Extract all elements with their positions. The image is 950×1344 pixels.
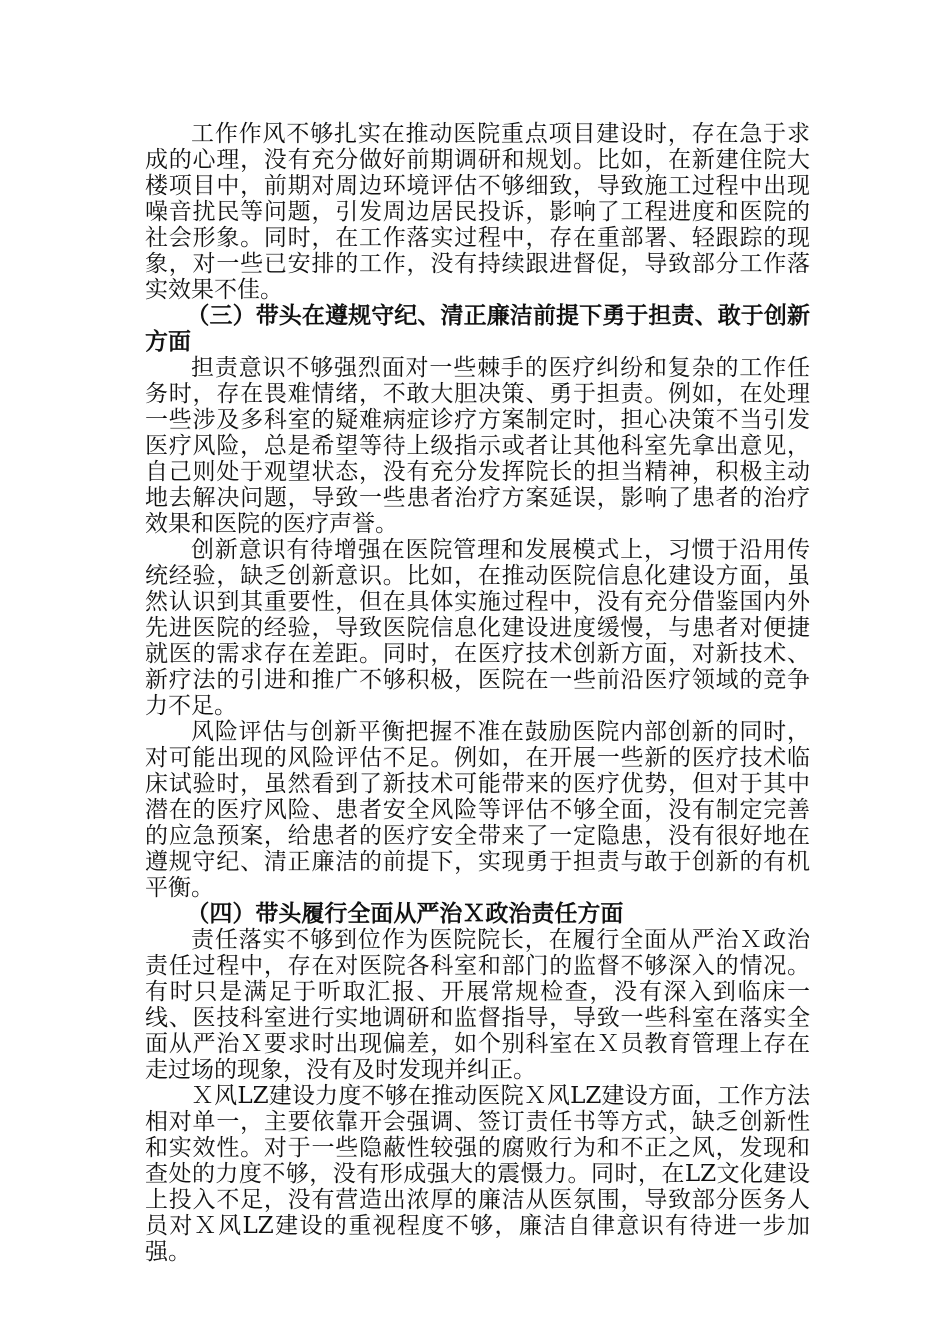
paragraph-responsibility-awareness: 担责意识不够强烈面对一些棘手的医疗纠纷和复杂的工作任务时，存在畏难情绪，不敢大胆决策、勇于担责。例如，在处理一些涉及多科室的疑难病症诊疗方案制定时，担心决策不当引发医疗风险，总是希望等待上级指示或者让其他科室先拿出意见，自己则处于观望状态，没有充分发挥院长的担当精神，积极主动地去解决问题，导致一些患者治疗方案延误，影响了患者的治疗效果和医院的医疗声誉。: [145, 355, 810, 537]
document-page: [145, 121, 810, 1265]
paragraph-responsibility-implementation: 责任落实不够到位作为医院院长，在履行全面从严治Ｘ政治责任过程中，存在对医院各科室和部门的监督不够深入的情况。有时只是满足于听取汇报、开展常规检查，没有深入到临床一线、医技科室进行实地调研和监督指导，导致一些科室在落实全面从严治Ｘ要求时出现偏差，如个别科室在Ｘ员教育管理上存在走过场的现象，没有及时发现并纠正。: [145, 927, 810, 1083]
section-heading-four: （四）带头履行全面从严治Ｘ政治责任方面: [186, 900, 624, 927]
paragraph-integrity-building: Ｘ风LZ建设力度不够在推动医院Ｘ风LZ建设方面，工作方法相对单一，主要依靠开会强调、签订责任书等方式，缺乏创新性和实效性。对于一些隐蔽性较强的腐败行为和不正之风，发现和查处的力度不够，没有形成强大的震慑力。同时，在LZ文化建设上投入不足，没有营造出浓厚的廉洁从医氛围，导致部分医务人员对Ｘ风LZ建设的重视程度不够，廉洁自律意识有待进一步加强。: [145, 1083, 810, 1265]
section-heading-three: （三）带头在遵规守纪、清正廉洁前提下勇于担责、敢于创新方面: [145, 302, 810, 355]
paragraph-risk-assessment: 风险评估与创新平衡把握不准在鼓励医院内部创新的同时，对可能出现的风险评估不足。例如，在开展一些新的医疗技术临床试验时，虽然看到了新技术可能带来的医疗优势，但对于其中潜在的医疗风险、患者安全风险等评估不够全面，没有制定完善的应急预案，给患者的医疗安全带来了一定隐患，没有很好地在遵规守纪、清正廉洁的前提下，实现勇于担责与敢于创新的有机平衡。: [145, 719, 810, 901]
paragraph-innovation-awareness: 创新意识有待增强在医院管理和发展模式上，习惯于沿用传统经验，缺乏创新意识。比如，在推动医院信息化建设方面，虽然认识到其重要性，但在具体实施过程中，没有充分借鉴国内外先进医院的经验，导致医院信息化建设进度缓慢，与患者对便捷就医的需求存在差距。同时，在医疗技术创新方面，对新技术、新疗法的引进和推广不够积极，医院在一些前沿医疗领域的竞争力不足。: [145, 537, 810, 719]
paragraph-work-style: 工作作风不够扎实在推动医院重点项目建设时，存在急于求成的心理，没有充分做好前期调研和规划。比如，在新建住院大楼项目中，前期对周边环境评估不够细致，导致施工过程中出现噪音扰民等问题，引发周边居民投诉，影响了工程进度和医院的社会形象。同时，在工作落实过程中，存在重部署、轻跟踪的现象，对一些已安排的工作，没有持续跟进督促，导致部分工作落实效果不佳。: [145, 121, 810, 303]
